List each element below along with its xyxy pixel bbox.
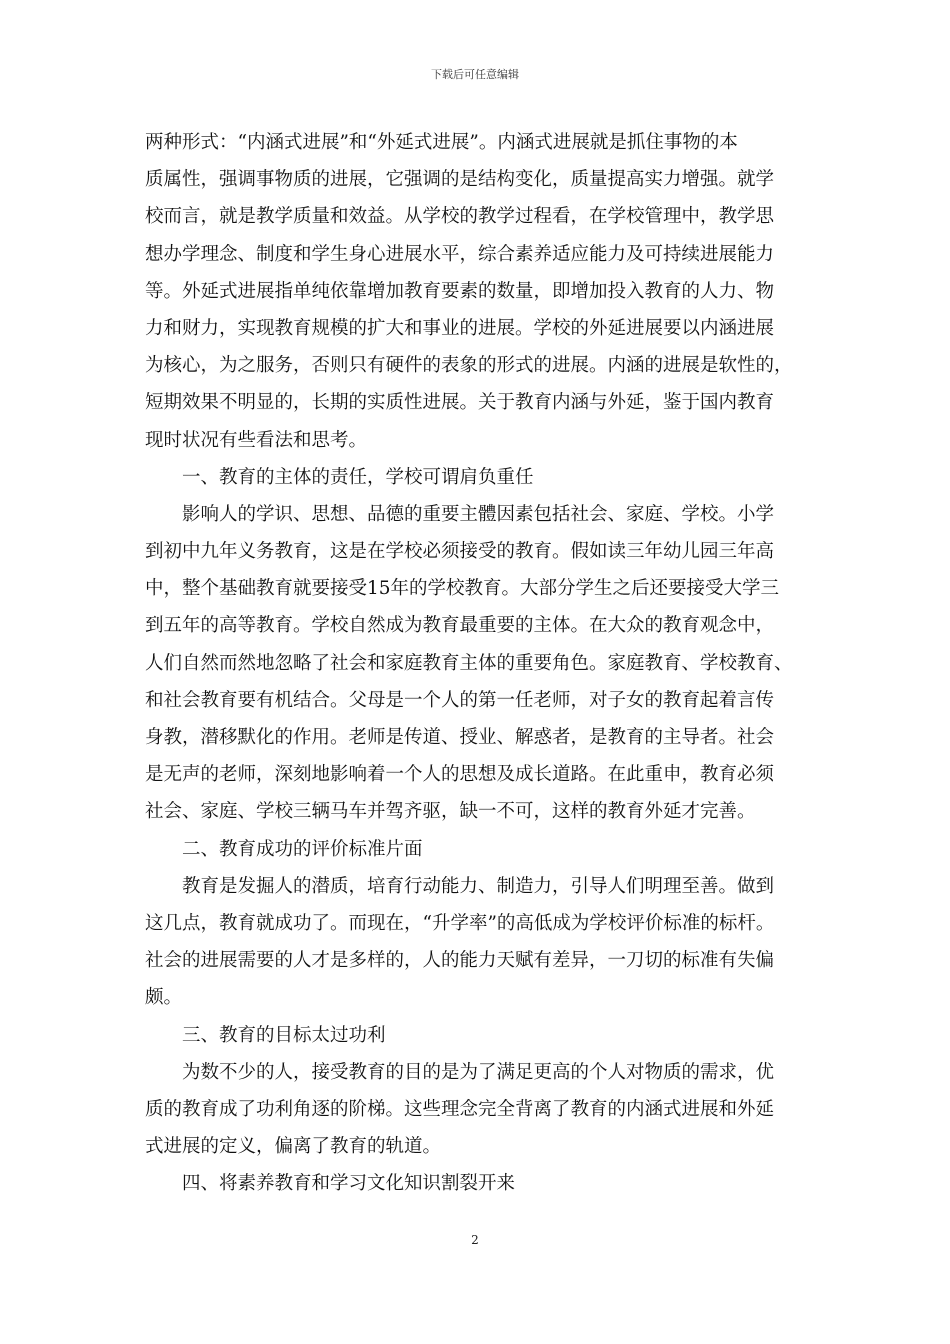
text-line: 和社会教育要有机结合。父母是一个人的第一任老师，对子女的教育起着言传 [145,689,775,711]
text-line: 身教，潜移默化的作用。老师是传道、授业、解惑者，是教育的主导者。社会 [145,727,775,748]
text-line: 中，整个基础教育就要接受15年的学校教育。大部分学生之后还要接受大学三 [145,578,780,600]
text-line: 影响人的学识、思想、品德的重要主體因素包括社会、家庭、学校。小学 [182,503,775,525]
text-line: 四、将素养教育和学习文化知识割裂开来 [182,1173,516,1195]
document-body [145,124,812,1202]
page-header: 下载后可任意编辑 [431,68,519,81]
text-line: 想办学理念、制度和学生身心进展水平，综合素养适应能力及可持续进展能力 [145,243,775,265]
text-line: 现时状况有些看法和思考。 [145,429,368,451]
text-line: 到初中九年义务教育，这是在学校必须接受的教育。假如读三年幼儿园三年高 [145,541,775,563]
text-line: 两种形式：“内涵式进展”和“外延式进展”。内涵式进展就是抓住事物的本 [145,132,738,153]
text-line: 质属性，强调事物质的进展，它强调的是结构变化，质量提高实力增强。就学 [145,169,775,191]
text-line: 式进展的定义，偏离了教育的轨道。 [145,1136,442,1158]
text-line: 力和财力，实现教育规模的扩大和事业的进展。学校的外延进展要以内涵进展 [145,317,775,339]
text-line: 到五年的高等教育。学校自然成为教育最重要的主体。在大众的教育观念中， [145,615,775,637]
text-line: 质的教育成了功利角逐的阶梯。这些理念完全背离了教育的内涵式进展和外延 [145,1098,775,1120]
text-line: 校而言，就是教学质量和效益。从学校的教学过程看，在学校管理中，教学思 [145,206,775,228]
page-number: 2 [471,1233,479,1247]
text-line: 三、教育的目标太过功利 [182,1024,386,1046]
text-line: 为数不少的人，接受教育的目的是为了满足更高的个人对物质的需求，优 [182,1061,775,1083]
text-line: 为核心，为之服务，否则只有硬件的表象的形式的进展。内涵的进展是软性的， [145,355,793,377]
text-line: 短期效果不明显的，长期的实质性进展。关于教育内涵与外延，鉴于国内教育 [145,392,775,414]
text-line: 是无声的老师，深刻地影响着一个人的思想及成长道路。在此重申，教育必须 [145,764,775,786]
text-line: 社会的进展需要的人才是多样的，人的能力天赋有差异，一刀切的标准有失偏 [145,950,775,972]
text-line: 这几点，教育就成功了。而现在，“升学率”的高低成为学校评价标准的标杆。 [145,912,775,934]
text-line: 人们自然而然地忽略了社会和家庭教育主体的重要角色。家庭教育、学校教育、 [145,652,793,674]
text-line: 社会、家庭、学校三辆马车并驾齐驱，缺一不可，这样的教育外延才完善。 [145,801,756,823]
text-line: 二、教育成功的评价标准片面 [182,838,423,860]
text-line: 一、教育的主体的责任，学校可谓肩负重任 [182,466,534,488]
text-line: 颇。 [145,987,183,1009]
text-line: 教育是发掘人的潜质，培育行动能力、制造力，引导人们明理至善。做到 [182,875,775,897]
text-line: 等。外延式进展指单纯依靠增加教育要素的数量，即增加投入教育的人力、物 [145,280,775,302]
